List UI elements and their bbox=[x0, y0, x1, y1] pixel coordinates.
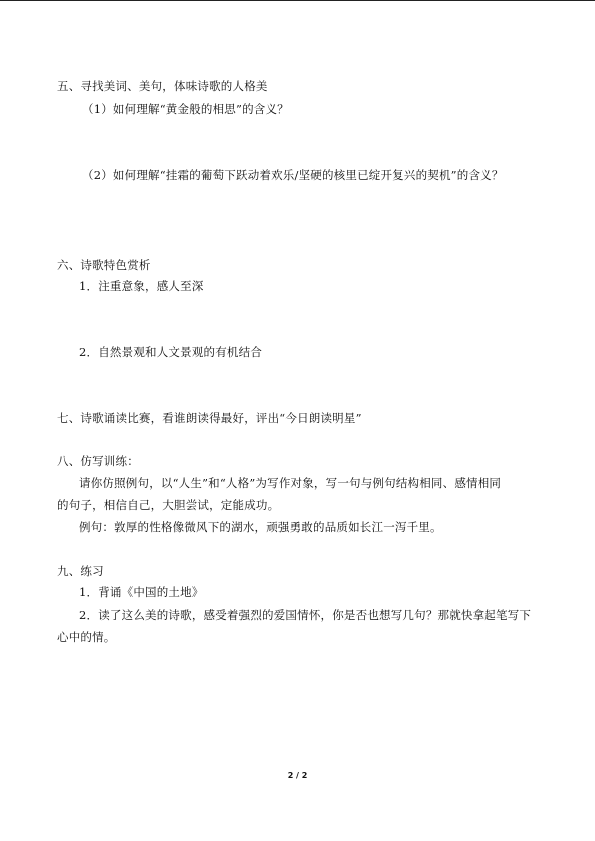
top-border-line bbox=[0, 0, 595, 1]
section-5-question-1: （1）如何理解“黄金般的相思”的含义？ bbox=[82, 102, 289, 116]
section-8-heading: 八、仿写训练： bbox=[57, 454, 139, 468]
section-6-item-2: 2．自然景观和人文景观的有机结合 bbox=[79, 345, 263, 359]
section-9-item-2-line-2: 心中的情。 bbox=[57, 630, 116, 644]
page-number: 2 / 2 bbox=[287, 771, 308, 780]
section-9-item-1: 1．背诵《中国的土地》 bbox=[79, 585, 204, 599]
section-5-heading: 五、寻找美词、美句，体味诗歌的人格美 bbox=[57, 79, 268, 93]
section-9-heading: 九、练习 bbox=[57, 564, 104, 578]
section-8-instruction-line-1: 请你仿照例句，以“人生”和“人格”为写作对象，写一句与例句结构相同、感情相同 bbox=[79, 476, 502, 490]
section-7-heading: 七、诗歌诵读比赛，看谁朗读得最好，评出“今日朗读明星” bbox=[57, 411, 362, 425]
section-8-example: 例句：敦厚的性格像微风下的湖水，顽强勇敢的品质如长江一泻千里。 bbox=[79, 520, 442, 534]
section-8-instruction-line-2: 的句子，相信自己，大胆尝试，定能成功。 bbox=[57, 498, 280, 512]
section-6-item-1: 1．注重意象，感人至深 bbox=[79, 279, 204, 293]
section-6-heading: 六、诗歌特色赏析 bbox=[57, 258, 151, 272]
section-5-question-2: （2）如何理解“挂霜的葡萄下跃动着欢乐/坚硬的核里已绽开复兴的契机”的含义？ bbox=[82, 168, 504, 182]
section-9-item-2-line-1: 2．读了这么美的诗歌，感受着强烈的爱国情怀，你是否也想写几句？那就快拿起笔写下 bbox=[79, 608, 532, 622]
